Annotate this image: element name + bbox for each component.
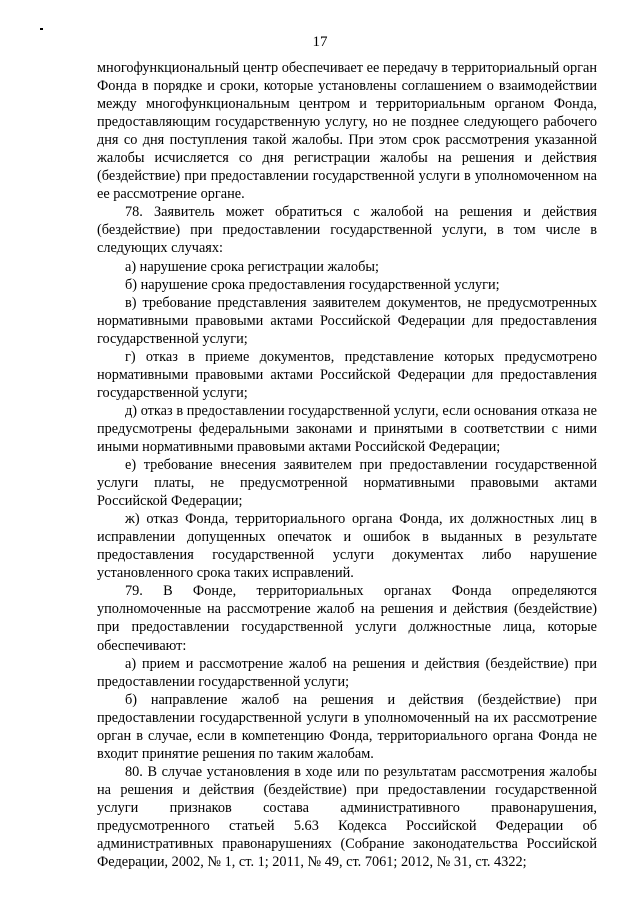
list-item-78e: е) требование внесения заявителем при предоставлении государственной услуги платы, не предусмотренной нормативными правовыми актами Российской Федерации; — [97, 457, 597, 510]
scan-mark — [40, 28, 43, 30]
list-item-78v: в) требование представления заявителем документов, не предусмотренных нормативными правовыми актами Российской Федерации для предоставления государственной услуги; — [97, 294, 597, 347]
list-item-79a: а) прием и рассмотрение жалоб на решения и действия (бездействие) при предоставлении государственной услуги; — [97, 655, 597, 690]
list-item-78d: д) отказ в предоставлении государственной услуги, если основания отказа не предусмотрены федеральными законами и принятыми в соответствии с ними иными нормативными правовыми актами Российской Федерации; — [97, 402, 597, 455]
list-item-78zh: ж) отказ Фонда, территориального органа Фонда, их должностных лиц в исправлении допущенных опечаток и ошибок в выданных в результате предоставления государственной услуги документах либо нарушение установленного срока таких исправлений. — [97, 511, 597, 582]
document-body — [97, 59, 597, 871]
paragraph-78: 78. Заявитель может обратиться с жалобой на решения и действия (бездействие) при предоставлении государственной услуги, в том числе в следующих случаях: — [97, 204, 597, 257]
list-item-79b: б) направление жалоб на решения и действия (бездействие) при предоставлении государственной услуги в уполномоченный на их рассмотрение орган в случае, если в компетенцию Фонда, территориального органа Фонда не входит принятие решения по таким жалобам. — [97, 691, 597, 762]
list-item-78a: а) нарушение срока регистрации жалобы; — [125, 258, 379, 275]
page-number: 17 — [312, 34, 328, 50]
paragraph-79: 79. В Фонде, территориальных органах Фонда определяются уполномоченные на рассмотрение жалоб на решения и действия (бездействие) при предоставлении государственной услуги должностные лица, которые обеспечивают: — [97, 583, 597, 654]
list-item-78g: г) отказ в приеме документов, представление которых предусмотрено нормативными правовыми актами Российской Федерации для предоставления государственной услуги; — [97, 348, 597, 401]
paragraph-80: 80. В случае установления в ходе или по результатам рассмотрения жалобы на решения и действия (бездействие) при предоставлении государственной услуги признаков состава административного правонарушения, предусмотренного статьей 5.63 Кодекса Российской Федерации об административных правонарушениях (Собрание законодательства Российской Федерации, 2002, № 1, ст. 1; 2011, № 49, ст. 7061; 2012, № 31, ст. 4322; — [97, 763, 597, 871]
list-item-78b: б) нарушение срока предоставления государственной услуги; — [125, 276, 500, 293]
paragraph-continuation: многофункциональный центр обеспечивает ее передачу в территориальный орган Фонда в порядке и сроки, которые установлены соглашением о взаимодействии между многофункциональным центром и территориальным органом Фонда, предоставляющим государственную услугу, но не позднее следующего рабочего дня со дня поступления такой жалобы. При этом срок рассмотрения указанной жалобы исчисляется со дня регистрации жалобы на решения и действия (бездействие) при предоставлении государственной услуги в уполномоченном на ее рассмотрение органе. — [97, 60, 597, 203]
